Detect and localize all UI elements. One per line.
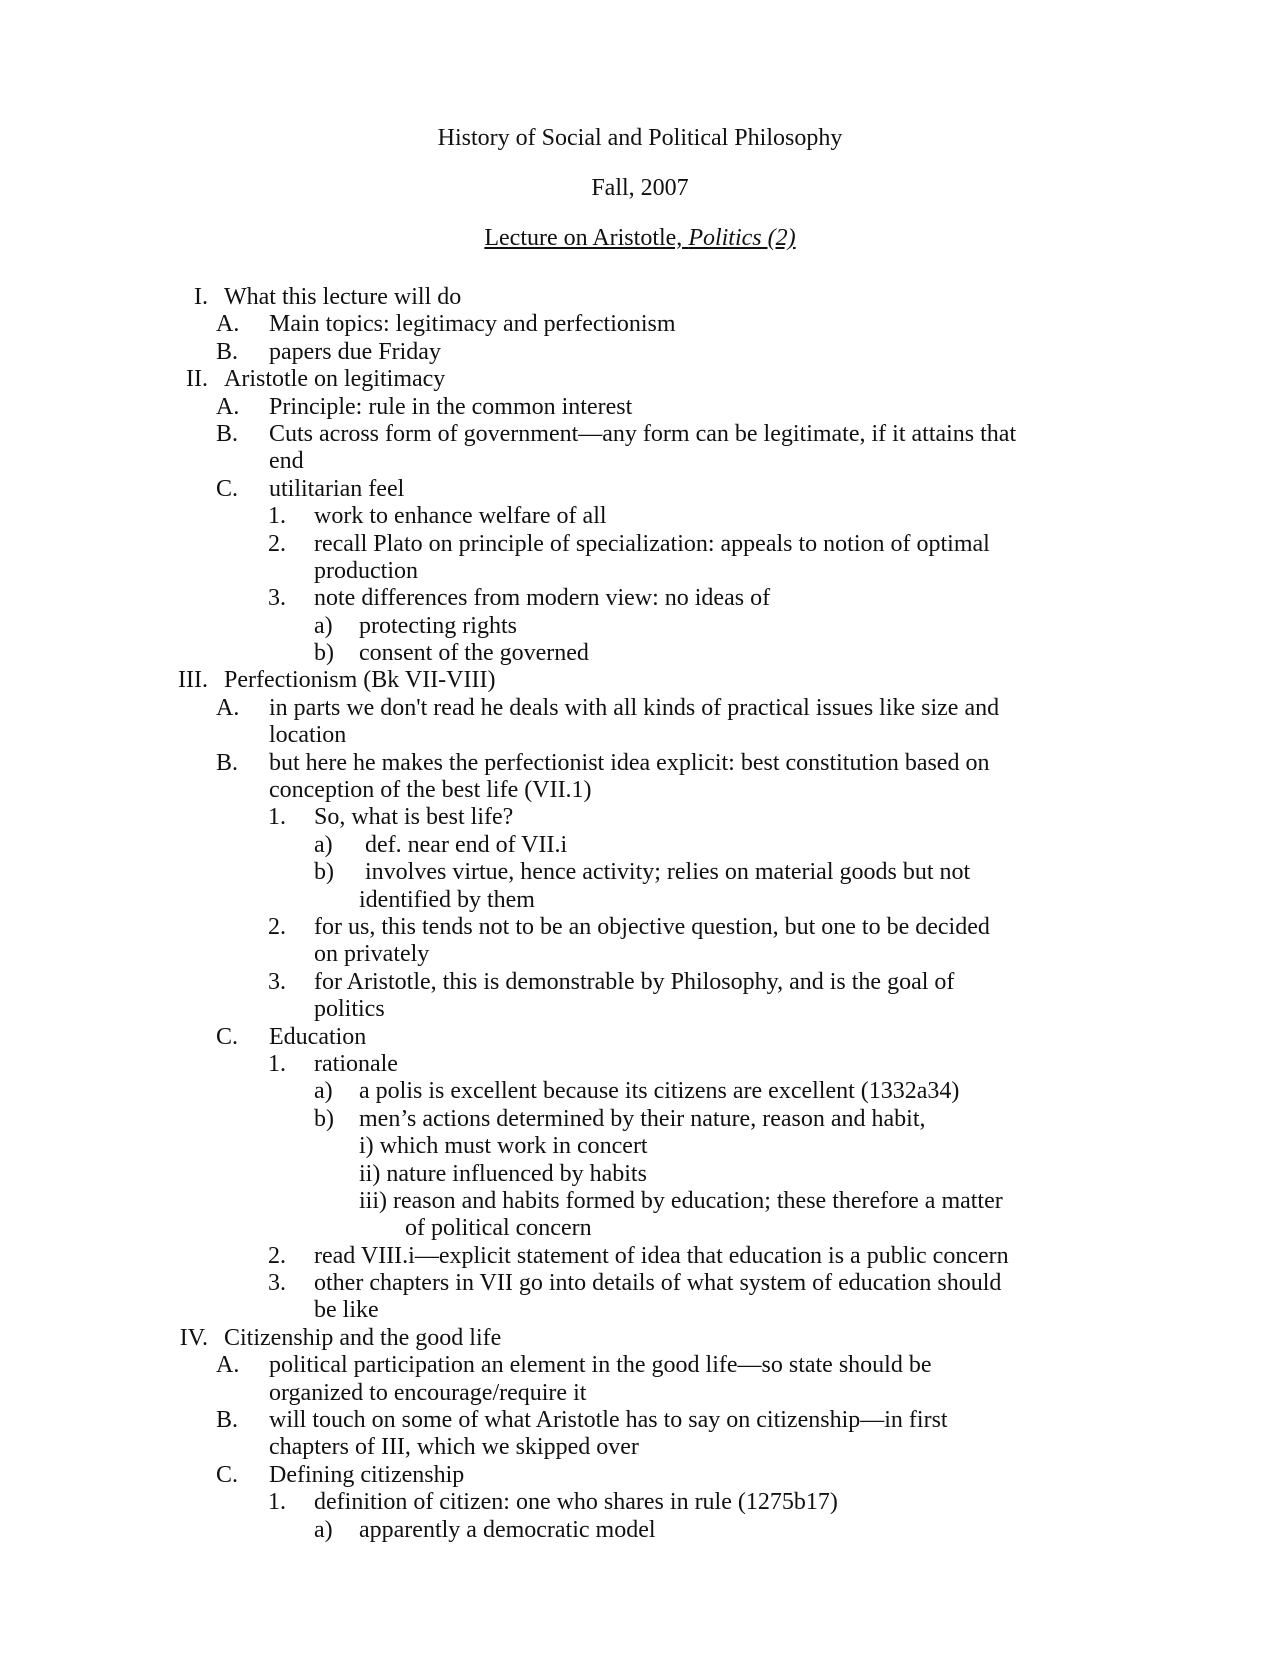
- outline-text: Defining citizenship: [269, 1461, 465, 1488]
- outline-row: [0, 1133, 1280, 1160]
- outline-marker: B.: [216, 1407, 239, 1434]
- outline-text: read VIII.i—explicit statement of idea that education is a public concern: [314, 1242, 1009, 1269]
- outline-marker: A.: [216, 311, 240, 338]
- outline-row: [0, 914, 1280, 941]
- outline-row: [0, 1270, 1280, 1297]
- outline-text: men’s actions determined by their nature, reason and habit,: [359, 1105, 926, 1132]
- outline-row: [0, 1215, 1280, 1242]
- outline-row: [0, 1106, 1280, 1133]
- outline-row: [0, 366, 1280, 393]
- outline-row: [0, 1380, 1280, 1407]
- outline-row: [0, 1489, 1280, 1516]
- outline-text: conception of the best life (VII.1): [269, 777, 592, 804]
- outline-row: [0, 804, 1280, 831]
- outline-marker: C.: [216, 1461, 239, 1488]
- outline-row: [0, 1051, 1280, 1078]
- outline-row: [0, 887, 1280, 914]
- outline-marker: b): [314, 1105, 334, 1132]
- outline-marker: 1.: [268, 503, 286, 530]
- outline-marker: a): [314, 1078, 333, 1105]
- lecture-title: [0, 224, 1280, 252]
- outline-row: [0, 1243, 1280, 1270]
- outline-text: politics: [314, 996, 385, 1023]
- outline-text: location: [269, 722, 347, 749]
- outline-marker: 3.: [268, 1270, 286, 1297]
- outline-text: end: [269, 448, 304, 475]
- outline-row: [0, 1188, 1280, 1215]
- outline-marker: IV.: [179, 1324, 208, 1351]
- outline-marker: a): [314, 831, 333, 858]
- outline-marker: 2.: [268, 530, 286, 557]
- outline-text: work to enhance welfare of all: [314, 503, 607, 530]
- outline-text: iii) reason and habits formed by education; these therefore a matter: [359, 1187, 1003, 1214]
- outline-text: Citizenship and the good life: [224, 1324, 502, 1351]
- outline-marker: 1.: [268, 1050, 286, 1077]
- course-title: History of Social and Political Philosophy: [437, 125, 843, 151]
- outline-text: a polis is excellent because its citizens are excellent (1332a34): [359, 1078, 960, 1105]
- outline-marker: A.: [216, 694, 240, 721]
- outline-row: [0, 1297, 1280, 1324]
- outline-row: [0, 1517, 1280, 1544]
- outline-row: [0, 996, 1280, 1023]
- lecture-title-work: Politics (2): [688, 225, 796, 251]
- outline-text: note differences from modern view: no ideas of: [314, 585, 771, 612]
- outline-marker: A.: [216, 393, 240, 420]
- outline-marker: I.: [194, 284, 208, 310]
- outline-marker: 3.: [268, 585, 286, 612]
- outline-marker: a): [314, 612, 333, 639]
- outline-row: [0, 448, 1280, 475]
- lecture-outline: [0, 284, 1280, 1544]
- outline-text: papers due Friday: [269, 338, 441, 365]
- outline-text: on privately: [314, 941, 430, 968]
- outline-marker: C.: [216, 1023, 239, 1050]
- outline-text: Cuts across form of government—any form can be legitimate, if it attains that: [269, 420, 1017, 447]
- outline-row: [0, 421, 1280, 448]
- outline-text: consent of the governed: [359, 640, 589, 667]
- outline-text: political participation an element in the good life—so state should be: [269, 1352, 932, 1379]
- outline-marker: b): [314, 640, 334, 667]
- outline-text: i) which must work in concert: [359, 1133, 648, 1160]
- outline-marker: a): [314, 1516, 333, 1543]
- outline-row: [0, 1434, 1280, 1461]
- outline-text: be like: [314, 1297, 379, 1324]
- outline-row: [0, 613, 1280, 640]
- outline-text: for Aristotle, this is demonstrable by Philosophy, and is the goal of: [314, 968, 955, 995]
- outline-marker: b): [314, 859, 334, 886]
- outline-text: rationale: [314, 1050, 398, 1077]
- outline-marker: III.: [178, 667, 208, 694]
- outline-row: [0, 1024, 1280, 1051]
- outline-text: recall Plato on principle of specialization: appeals to notion of optimal: [314, 530, 990, 557]
- outline-text: Education: [269, 1023, 367, 1050]
- outline-text: So, what is best life?: [314, 804, 514, 831]
- outline-row: [0, 339, 1280, 366]
- outline-row: [0, 311, 1280, 338]
- outline-text: but here he makes the perfectionist idea explicit: best constitution based on: [269, 749, 990, 776]
- outline-row: [0, 1161, 1280, 1188]
- outline-text: Perfectionism (Bk VII-VIII): [224, 667, 496, 694]
- outline-row: [0, 1325, 1280, 1352]
- outline-row: [0, 1462, 1280, 1489]
- outline-row: [0, 531, 1280, 558]
- outline-marker: B.: [216, 749, 239, 776]
- outline-text: in parts we don't read he deals with all kinds of practical issues like size and: [269, 694, 1000, 721]
- outline-marker: 3.: [268, 968, 286, 995]
- outline-text: definition of citizen: one who shares in rule (1275b17): [314, 1489, 838, 1516]
- outline-marker: B.: [216, 338, 239, 365]
- outline-row: [0, 750, 1280, 777]
- outline-text: Main topics: legitimacy and perfectionism: [269, 311, 676, 338]
- outline-marker: 1.: [268, 1489, 286, 1516]
- outline-text: production: [314, 557, 418, 584]
- outline-row: [0, 1352, 1280, 1379]
- outline-row: [0, 969, 1280, 996]
- outline-marker: A.: [216, 1352, 240, 1379]
- outline-text: involves virtue, hence activity; relies on material goods but not: [365, 859, 971, 886]
- outline-row: [0, 640, 1280, 667]
- outline-text: apparently a democratic model: [359, 1516, 656, 1543]
- outline-text: identified by them: [359, 886, 535, 913]
- outline-marker: C.: [216, 475, 239, 502]
- outline-marker: 2.: [268, 913, 286, 940]
- outline-text: What this lecture will do: [224, 284, 462, 310]
- outline-row: [0, 941, 1280, 968]
- outline-text: other chapters in VII go into details of what system of education should: [314, 1270, 1002, 1297]
- outline-row: [0, 1407, 1280, 1434]
- outline-text: Aristotle on legitimacy: [224, 366, 446, 393]
- outline-text: of political concern: [405, 1215, 592, 1242]
- outline-text: ii) nature influenced by habits: [359, 1160, 647, 1187]
- outline-text: organized to encourage/require it: [269, 1379, 587, 1406]
- outline-marker: B.: [216, 420, 239, 447]
- outline-row: [0, 777, 1280, 804]
- outline-text: will touch on some of what Aristotle has to say on citizenship—in first: [269, 1407, 948, 1434]
- outline-marker: 2.: [268, 1242, 286, 1269]
- outline-row: [0, 284, 1280, 311]
- outline-text: chapters of III, which we skipped over: [269, 1434, 639, 1461]
- outline-row: [0, 832, 1280, 859]
- outline-text: for us, this tends not to be an objective question, but one to be decided: [314, 913, 990, 940]
- outline-row: [0, 695, 1280, 722]
- outline-row: [0, 476, 1280, 503]
- outline-text: protecting rights: [359, 612, 517, 639]
- outline-row: [0, 1078, 1280, 1105]
- term-label: Fall, 2007: [591, 175, 689, 201]
- outline-text: utilitarian feel: [269, 475, 405, 502]
- outline-row: [0, 585, 1280, 612]
- outline-row: [0, 558, 1280, 585]
- outline-text: Principle: rule in the common interest: [269, 393, 633, 420]
- outline-row: [0, 667, 1280, 694]
- lecture-title-prefix: Lecture on Aristotle,: [484, 225, 689, 251]
- outline-text: def. near end of VII.i: [365, 831, 568, 858]
- outline-marker: 1.: [268, 804, 286, 831]
- outline-row: [0, 503, 1280, 530]
- outline-row: [0, 722, 1280, 749]
- outline-marker: II.: [186, 366, 208, 393]
- outline-row: [0, 394, 1280, 421]
- outline-row: [0, 859, 1280, 886]
